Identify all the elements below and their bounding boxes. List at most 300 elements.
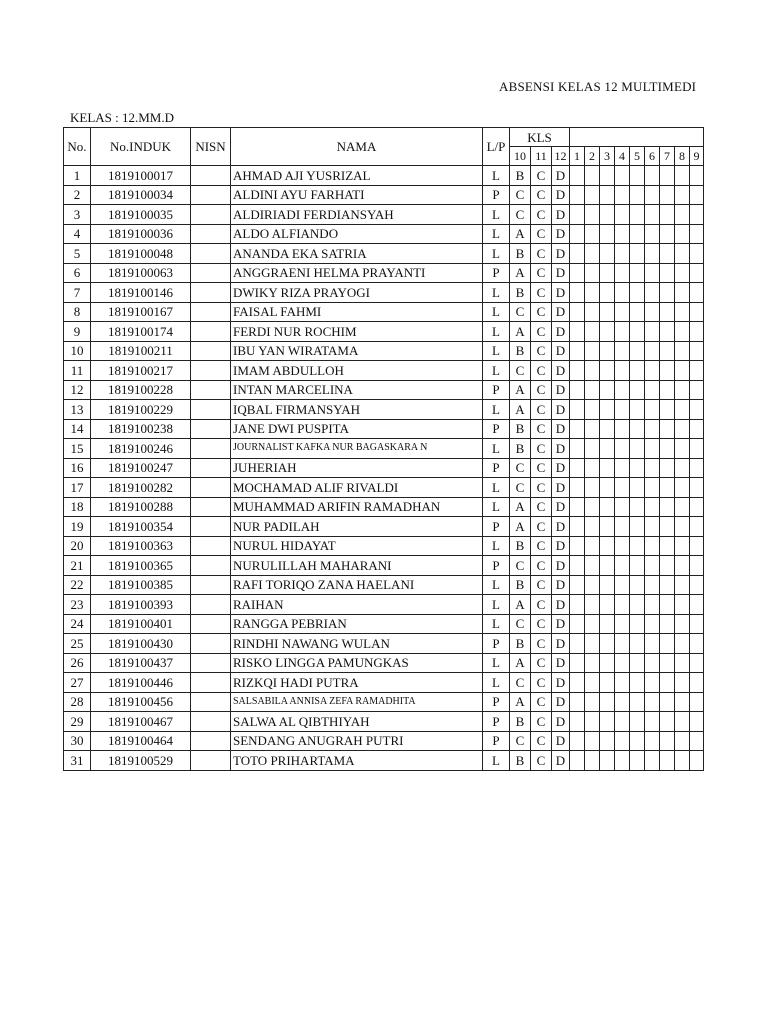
attendance-cell[interactable] [600, 692, 615, 712]
grade-12: D [552, 478, 570, 498]
attendance-cell[interactable] [570, 536, 585, 556]
attendance-cell[interactable] [630, 439, 645, 459]
attendance-cell[interactable] [660, 263, 675, 283]
attendance-cell[interactable] [615, 575, 630, 595]
attendance-cell[interactable] [615, 536, 630, 556]
attendance-cell[interactable] [690, 224, 704, 244]
attendance-cell[interactable] [600, 224, 615, 244]
attendance-cell[interactable] [570, 166, 585, 186]
attendance-cell[interactable] [585, 263, 600, 283]
attendance-cell[interactable] [630, 595, 645, 615]
header-session: 7 [660, 147, 675, 166]
attendance-cell[interactable] [570, 439, 585, 459]
attendance-cell[interactable] [645, 634, 660, 654]
attendance-cell[interactable] [630, 712, 645, 732]
attendance-cell[interactable] [600, 341, 615, 361]
attendance-cell[interactable] [630, 322, 645, 342]
attendance-cell[interactable] [660, 458, 675, 478]
attendance-cell[interactable] [615, 692, 630, 712]
attendance-cell[interactable] [690, 439, 704, 459]
attendance-cell[interactable] [675, 458, 690, 478]
attendance-cell[interactable] [660, 595, 675, 615]
row-number: 31 [64, 751, 91, 771]
attendance-cell[interactable] [645, 283, 660, 303]
attendance-cell[interactable] [615, 751, 630, 771]
attendance-cell[interactable] [645, 341, 660, 361]
attendance-cell[interactable] [585, 244, 600, 264]
attendance-cell[interactable] [600, 673, 615, 693]
attendance-cell[interactable] [690, 751, 704, 771]
attendance-cell[interactable] [615, 283, 630, 303]
attendance-cell[interactable] [615, 731, 630, 751]
attendance-cell[interactable] [600, 751, 615, 771]
attendance-cell[interactable] [690, 380, 704, 400]
attendance-cell[interactable] [645, 497, 660, 517]
attendance-cell[interactable] [630, 634, 645, 654]
attendance-cell[interactable] [660, 380, 675, 400]
attendance-cell[interactable] [615, 205, 630, 225]
attendance-cell[interactable] [585, 205, 600, 225]
attendance-cell[interactable] [660, 224, 675, 244]
attendance-cell[interactable] [570, 497, 585, 517]
attendance-cell[interactable] [630, 556, 645, 576]
attendance-cell[interactable] [600, 185, 615, 205]
attendance-cell[interactable] [675, 302, 690, 322]
attendance-cell[interactable] [615, 478, 630, 498]
attendance-cell[interactable] [690, 731, 704, 751]
attendance-cell[interactable] [690, 205, 704, 225]
attendance-cell[interactable] [660, 185, 675, 205]
attendance-cell[interactable] [630, 166, 645, 186]
attendance-cell[interactable] [660, 575, 675, 595]
attendance-cell[interactable] [570, 575, 585, 595]
attendance-cell[interactable] [585, 341, 600, 361]
attendance-cell[interactable] [630, 673, 645, 693]
attendance-cell[interactable] [690, 614, 704, 634]
attendance-cell[interactable] [585, 575, 600, 595]
attendance-cell[interactable] [585, 653, 600, 673]
attendance-cell[interactable] [660, 556, 675, 576]
attendance-cell[interactable] [630, 400, 645, 420]
attendance-cell[interactable] [660, 653, 675, 673]
attendance-cell[interactable] [675, 322, 690, 342]
attendance-cell[interactable] [615, 380, 630, 400]
attendance-cell[interactable] [675, 595, 690, 615]
attendance-cell[interactable] [615, 712, 630, 732]
attendance-cell[interactable] [570, 634, 585, 654]
attendance-cell[interactable] [630, 205, 645, 225]
attendance-cell[interactable] [660, 478, 675, 498]
attendance-cell[interactable] [615, 458, 630, 478]
attendance-cell[interactable] [675, 400, 690, 420]
attendance-cell[interactable] [675, 634, 690, 654]
attendance-cell[interactable] [615, 497, 630, 517]
attendance-cell[interactable] [645, 244, 660, 264]
attendance-cell[interactable] [585, 283, 600, 303]
attendance-cell[interactable] [660, 166, 675, 186]
attendance-cell[interactable] [585, 302, 600, 322]
attendance-cell[interactable] [690, 302, 704, 322]
attendance-cell[interactable] [675, 517, 690, 537]
row-number: 16 [64, 458, 91, 478]
attendance-cell[interactable] [675, 244, 690, 264]
attendance-cell[interactable] [615, 653, 630, 673]
attendance-cell[interactable] [675, 712, 690, 732]
attendance-cell[interactable] [585, 712, 600, 732]
attendance-cell[interactable] [645, 556, 660, 576]
attendance-cell[interactable] [645, 731, 660, 751]
attendance-cell[interactable] [660, 283, 675, 303]
attendance-cell[interactable] [675, 380, 690, 400]
attendance-cell[interactable] [600, 712, 615, 732]
attendance-cell[interactable] [570, 458, 585, 478]
attendance-cell[interactable] [570, 478, 585, 498]
attendance-cell[interactable] [570, 205, 585, 225]
attendance-cell[interactable] [570, 224, 585, 244]
attendance-cell[interactable] [690, 478, 704, 498]
attendance-cell[interactable] [690, 322, 704, 342]
attendance-cell[interactable] [600, 458, 615, 478]
attendance-cell[interactable] [645, 361, 660, 381]
attendance-cell[interactable] [660, 244, 675, 264]
attendance-cell[interactable] [660, 712, 675, 732]
attendance-cell[interactable] [570, 556, 585, 576]
attendance-cell[interactable] [645, 692, 660, 712]
attendance-cell[interactable] [690, 634, 704, 654]
attendance-cell[interactable] [675, 185, 690, 205]
attendance-cell[interactable] [585, 517, 600, 537]
attendance-cell[interactable] [570, 283, 585, 303]
attendance-cell[interactable] [630, 419, 645, 439]
attendance-cell[interactable] [645, 458, 660, 478]
attendance-cell[interactable] [615, 322, 630, 342]
attendance-cell[interactable] [615, 166, 630, 186]
attendance-cell[interactable] [600, 244, 615, 264]
attendance-cell[interactable] [600, 653, 615, 673]
attendance-cell[interactable] [600, 517, 615, 537]
nisn-cell [191, 439, 231, 459]
attendance-cell[interactable] [690, 595, 704, 615]
attendance-cell[interactable] [630, 458, 645, 478]
attendance-cell[interactable] [615, 302, 630, 322]
attendance-cell[interactable] [600, 439, 615, 459]
attendance-cell[interactable] [690, 263, 704, 283]
grade-10: A [510, 380, 531, 400]
attendance-cell[interactable] [690, 673, 704, 693]
attendance-cell[interactable] [690, 341, 704, 361]
attendance-cell[interactable] [690, 536, 704, 556]
attendance-cell[interactable] [690, 361, 704, 381]
attendance-cell[interactable] [645, 478, 660, 498]
attendance-cell[interactable] [615, 400, 630, 420]
attendance-cell[interactable] [690, 244, 704, 264]
attendance-cell[interactable] [675, 653, 690, 673]
attendance-cell[interactable] [585, 185, 600, 205]
attendance-cell[interactable] [675, 205, 690, 225]
attendance-cell[interactable] [600, 263, 615, 283]
attendance-cell[interactable] [675, 341, 690, 361]
attendance-cell[interactable] [660, 751, 675, 771]
attendance-cell[interactable] [570, 517, 585, 537]
student-name: ANGGRAENI HELMA PRAYANTI [231, 263, 483, 283]
attendance-cell[interactable] [570, 263, 585, 283]
attendance-cell[interactable] [660, 673, 675, 693]
attendance-cell[interactable] [585, 380, 600, 400]
gender: L [483, 575, 510, 595]
attendance-cell[interactable] [660, 361, 675, 381]
attendance-cell[interactable] [600, 614, 615, 634]
attendance-cell[interactable] [675, 692, 690, 712]
attendance-cell[interactable] [675, 419, 690, 439]
attendance-cell[interactable] [585, 166, 600, 186]
attendance-cell[interactable] [570, 653, 585, 673]
attendance-cell[interactable] [615, 673, 630, 693]
attendance-cell[interactable] [600, 497, 615, 517]
attendance-cell[interactable] [630, 497, 645, 517]
attendance-cell[interactable] [570, 614, 585, 634]
attendance-cell[interactable] [600, 536, 615, 556]
attendance-cell[interactable] [600, 361, 615, 381]
attendance-cell[interactable] [690, 575, 704, 595]
attendance-cell[interactable] [645, 673, 660, 693]
student-name: NURULILLAH MAHARANI [231, 556, 483, 576]
attendance-cell[interactable] [585, 419, 600, 439]
attendance-cell[interactable] [660, 536, 675, 556]
attendance-cell[interactable] [630, 380, 645, 400]
attendance-cell[interactable] [570, 341, 585, 361]
attendance-cell[interactable] [630, 361, 645, 381]
attendance-cell[interactable] [690, 166, 704, 186]
attendance-cell[interactable] [630, 283, 645, 303]
attendance-cell[interactable] [645, 419, 660, 439]
attendance-cell[interactable] [585, 361, 600, 381]
attendance-cell[interactable] [600, 595, 615, 615]
attendance-cell[interactable] [675, 575, 690, 595]
attendance-cell[interactable] [690, 185, 704, 205]
attendance-cell[interactable] [660, 614, 675, 634]
attendance-cell[interactable] [645, 575, 660, 595]
attendance-cell[interactable] [570, 244, 585, 264]
attendance-cell[interactable] [630, 263, 645, 283]
attendance-cell[interactable] [630, 244, 645, 264]
attendance-cell[interactable] [585, 731, 600, 751]
attendance-cell[interactable] [615, 263, 630, 283]
attendance-cell[interactable] [645, 536, 660, 556]
attendance-cell[interactable] [585, 439, 600, 459]
attendance-cell[interactable] [585, 595, 600, 615]
attendance-cell[interactable] [600, 166, 615, 186]
attendance-cell[interactable] [615, 185, 630, 205]
attendance-cell[interactable] [675, 614, 690, 634]
attendance-cell[interactable] [675, 263, 690, 283]
attendance-cell[interactable] [630, 653, 645, 673]
attendance-cell[interactable] [630, 692, 645, 712]
attendance-cell[interactable] [570, 361, 585, 381]
attendance-cell[interactable] [645, 712, 660, 732]
student-id: 1819100401 [91, 614, 191, 634]
attendance-cell[interactable] [570, 712, 585, 732]
attendance-cell[interactable] [660, 692, 675, 712]
attendance-cell[interactable] [585, 458, 600, 478]
attendance-cell[interactable] [600, 322, 615, 342]
attendance-cell[interactable] [630, 185, 645, 205]
attendance-cell[interactable] [615, 556, 630, 576]
attendance-cell[interactable] [660, 205, 675, 225]
attendance-cell[interactable] [615, 341, 630, 361]
attendance-cell[interactable] [675, 283, 690, 303]
attendance-cell[interactable] [645, 614, 660, 634]
attendance-cell[interactable] [615, 595, 630, 615]
attendance-cell[interactable] [630, 341, 645, 361]
attendance-cell[interactable] [675, 497, 690, 517]
attendance-cell[interactable] [645, 751, 660, 771]
attendance-cell[interactable] [690, 653, 704, 673]
attendance-cell[interactable] [585, 224, 600, 244]
attendance-cell[interactable] [675, 556, 690, 576]
attendance-cell[interactable] [645, 653, 660, 673]
attendance-cell[interactable] [600, 380, 615, 400]
attendance-cell[interactable] [615, 439, 630, 459]
attendance-cell[interactable] [690, 517, 704, 537]
attendance-cell[interactable] [570, 302, 585, 322]
attendance-cell[interactable] [585, 634, 600, 654]
attendance-cell[interactable] [645, 302, 660, 322]
attendance-cell[interactable] [585, 322, 600, 342]
attendance-cell[interactable] [585, 673, 600, 693]
row-number: 15 [64, 439, 91, 459]
attendance-cell[interactable] [645, 517, 660, 537]
attendance-cell[interactable] [660, 419, 675, 439]
attendance-cell[interactable] [675, 536, 690, 556]
attendance-cell[interactable] [570, 692, 585, 712]
attendance-cell[interactable] [615, 517, 630, 537]
attendance-cell[interactable] [690, 400, 704, 420]
attendance-cell[interactable] [570, 731, 585, 751]
attendance-cell[interactable] [675, 166, 690, 186]
student-id: 1819100017 [91, 166, 191, 186]
attendance-cell[interactable] [660, 634, 675, 654]
student-name: IBU YAN WIRATAMA [231, 341, 483, 361]
attendance-cell[interactable] [690, 692, 704, 712]
attendance-cell[interactable] [645, 224, 660, 244]
attendance-cell[interactable] [630, 302, 645, 322]
grade-11: C [531, 614, 552, 634]
attendance-cell[interactable] [660, 439, 675, 459]
attendance-cell[interactable] [645, 263, 660, 283]
attendance-cell[interactable] [630, 751, 645, 771]
attendance-cell[interactable] [630, 575, 645, 595]
attendance-cell[interactable] [570, 595, 585, 615]
attendance-cell[interactable] [690, 497, 704, 517]
attendance-cell[interactable] [600, 400, 615, 420]
attendance-cell[interactable] [660, 517, 675, 537]
attendance-cell[interactable] [660, 400, 675, 420]
attendance-cell[interactable] [600, 302, 615, 322]
attendance-cell[interactable] [675, 478, 690, 498]
attendance-cell[interactable] [690, 556, 704, 576]
attendance-cell[interactable] [615, 361, 630, 381]
attendance-cell[interactable] [630, 478, 645, 498]
attendance-cell[interactable] [600, 419, 615, 439]
attendance-cell[interactable] [570, 185, 585, 205]
attendance-cell[interactable] [585, 497, 600, 517]
attendance-cell[interactable] [630, 614, 645, 634]
header-lp: L/P [483, 128, 510, 166]
attendance-cell[interactable] [570, 322, 585, 342]
attendance-cell[interactable] [645, 185, 660, 205]
attendance-cell[interactable] [600, 556, 615, 576]
nisn-cell [191, 341, 231, 361]
attendance-cell[interactable] [630, 731, 645, 751]
attendance-cell[interactable] [600, 575, 615, 595]
gender: L [483, 341, 510, 361]
attendance-cell[interactable] [645, 380, 660, 400]
attendance-cell[interactable] [615, 634, 630, 654]
attendance-cell[interactable] [660, 322, 675, 342]
attendance-cell[interactable] [600, 283, 615, 303]
attendance-cell[interactable] [570, 380, 585, 400]
attendance-cell[interactable] [675, 751, 690, 771]
attendance-cell[interactable] [570, 400, 585, 420]
grade-12: D [552, 614, 570, 634]
attendance-cell[interactable] [690, 283, 704, 303]
attendance-cell[interactable] [645, 205, 660, 225]
attendance-cell[interactable] [615, 614, 630, 634]
attendance-cell[interactable] [600, 731, 615, 751]
attendance-cell[interactable] [585, 478, 600, 498]
student-name: RINDHI NAWANG WULAN [231, 634, 483, 654]
attendance-cell[interactable] [660, 731, 675, 751]
attendance-cell[interactable] [645, 400, 660, 420]
attendance-cell[interactable] [630, 224, 645, 244]
attendance-cell[interactable] [660, 497, 675, 517]
attendance-cell[interactable] [615, 224, 630, 244]
attendance-cell[interactable] [675, 731, 690, 751]
attendance-cell[interactable] [660, 302, 675, 322]
attendance-cell[interactable] [690, 712, 704, 732]
attendance-cell[interactable] [570, 751, 585, 771]
attendance-cell[interactable] [615, 244, 630, 264]
attendance-cell[interactable] [645, 322, 660, 342]
student-id: 1819100529 [91, 751, 191, 771]
attendance-cell[interactable] [600, 478, 615, 498]
attendance-cell[interactable] [630, 536, 645, 556]
attendance-cell[interactable] [600, 634, 615, 654]
attendance-cell[interactable] [585, 400, 600, 420]
attendance-cell[interactable] [645, 595, 660, 615]
attendance-cell[interactable] [600, 205, 615, 225]
attendance-cell[interactable] [690, 458, 704, 478]
attendance-cell[interactable] [585, 751, 600, 771]
grade-11: C [531, 536, 552, 556]
attendance-cell[interactable] [660, 341, 675, 361]
attendance-cell[interactable] [585, 536, 600, 556]
attendance-cell[interactable] [645, 439, 660, 459]
attendance-cell[interactable] [675, 224, 690, 244]
attendance-cell[interactable] [615, 419, 630, 439]
attendance-cell[interactable] [585, 692, 600, 712]
attendance-cell[interactable] [585, 556, 600, 576]
attendance-cell[interactable] [690, 419, 704, 439]
attendance-cell[interactable] [570, 673, 585, 693]
attendance-cell[interactable] [570, 419, 585, 439]
attendance-cell[interactable] [675, 361, 690, 381]
attendance-cell[interactable] [645, 166, 660, 186]
attendance-cell[interactable] [675, 439, 690, 459]
attendance-cell[interactable] [630, 517, 645, 537]
attendance-cell[interactable] [675, 673, 690, 693]
attendance-cell[interactable] [585, 614, 600, 634]
